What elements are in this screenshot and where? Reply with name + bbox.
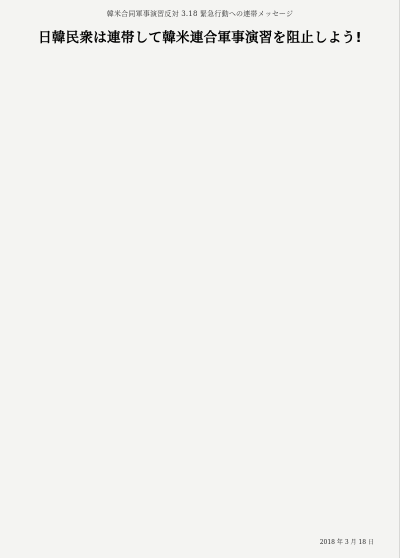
document-title: 日韓民衆は連帯して韓米連合軍事演習を阻止しよう! [38,30,362,46]
document-header: 韓米合同軍事演習反対 3.18 緊急行動への連帯メッセージ [106,10,294,18]
document-date: 2018 年 3 月 18 日 [319,539,374,546]
